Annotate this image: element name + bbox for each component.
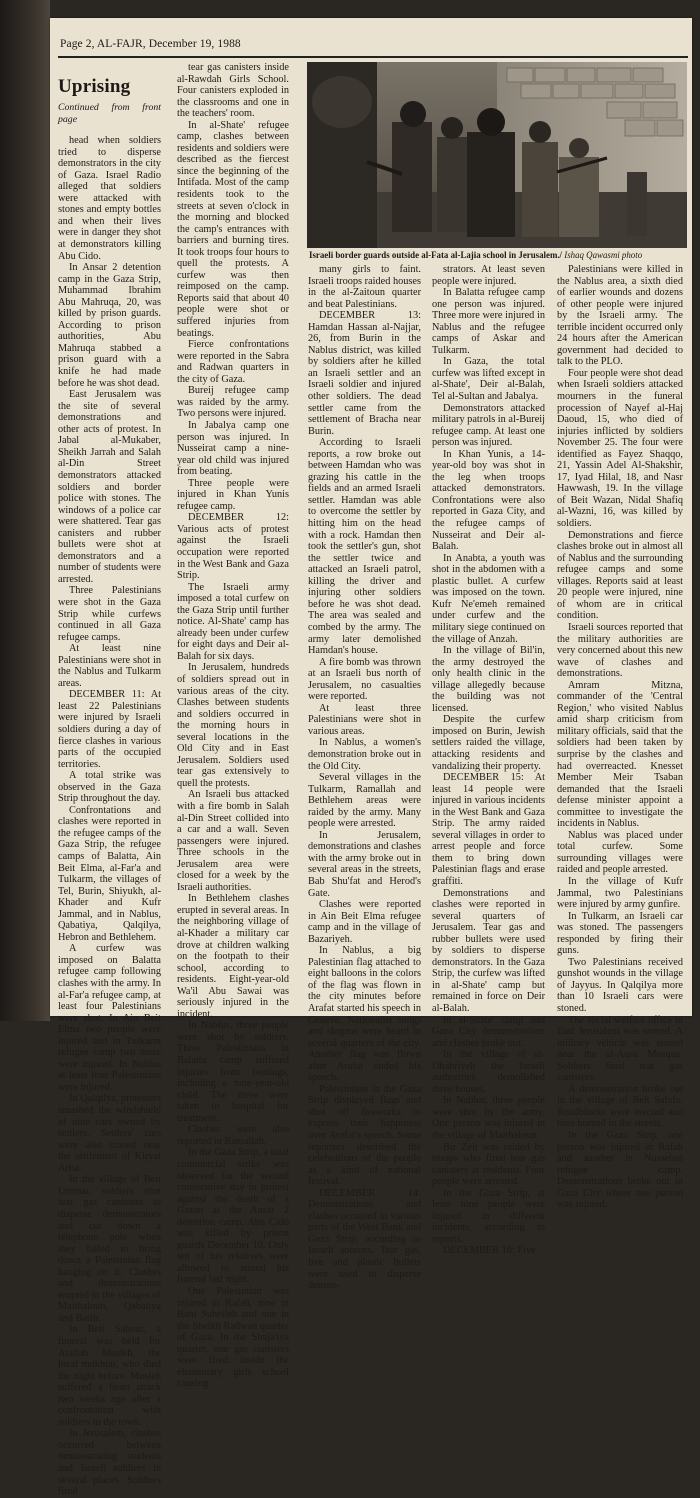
paragraph: Clashes were reported in Ain Beit Elma refugee camp and in the village of Bazariyeh. (308, 899, 421, 945)
paragraph: Three Palestinians were shot in the Gaza Strip while curfews continued in all Gaza refugee camps. (58, 585, 161, 643)
binding-spine (0, 0, 50, 1021)
paragraph: DECEMBER 13: Hamdan Hassan al-Najjar, 26, from Burin in the Nablus district, was killed by soldiers after he killed an Israeli settler and an Israeli soldier and injured other soldiers. The dead settler came from the settlement of Bracha near Burin. (308, 310, 421, 437)
paragraph: In the village of Beit Ummar, soldiers shot tear gas canisters to disperse demonstrators and cut down a telephone pole when they failed to bring down a Palestinian flag hanging on it. Clashes and demonstrations erupted in the villages of Maithaloun, Qabatiya and Battir. (58, 1174, 161, 1324)
paragraph: Nablus was placed under total curfew. Some surrounding villages were raided and people arrested. (557, 829, 683, 876)
paragraph: A fire bomb was thrown at an Israeli bus north of Jerusalem, no casualties were reported. (308, 656, 421, 703)
paragraph: Three people were injured in Khan Yunis refugee camp. (177, 477, 289, 512)
column-3 (308, 264, 421, 1292)
paragraph: Demonstrators attacked military patrols in al-Bureij refugee camp. At least one person was injured. (432, 402, 545, 449)
paragraph: In Nablus, a big Palestinian flag attached to eight balloons in the colors of the flag was flown in the city minutes before Arafat started his speech in Geneva. Nationalist songs and slogans were heard in several quarters of the city. Another flag was flown after Arafat ended his speech. (308, 945, 421, 1084)
paragraph: One Palestinian was injured in Rafah, nine in Bani Suheileh and one in the Sheikh Radwan quarter of Gaza. In the Shaja'iya quarter, tear gas canisters were fired inside the elementary girls school causing (177, 1285, 289, 1390)
paragraph: In Qalqilya, protesters smashed the windshield of nine cars owned by settlers. Settlers' cars were also stoned near the settlement of Kiryat Arba. (58, 1093, 161, 1174)
paragraph: In Nablus, a women's demonstration broke out in the Old City. (308, 737, 421, 772)
paragraph: In Jabalya camp one person was injured. In Nusseirat camp a nine-year old child was injured from beating. (177, 419, 289, 478)
column-4-text (432, 264, 545, 1257)
paragraph: The social welfare office in East Jerusalem was stoned. A military vehicle was stoned near the al-Aqsa Mosque. Soldiers fired tear gas canisters. (557, 1014, 683, 1084)
photo-image (307, 62, 687, 248)
paragraph: In Khan Yunis, a 14-year-old boy was shot in the leg when troops attacked demonstrators. Confrontations were also reported in Gaza City, and the refugee camps of Nusseirat and Deir al-Balah. (432, 448, 545, 553)
column-2 (177, 62, 289, 1390)
header-rule (58, 56, 688, 58)
paragraph: DECEMBER 16: Five (443, 1245, 536, 1257)
running-head: Page 2, AL-FAJR, December 19, 1988 (60, 38, 241, 50)
photo-credit: Ishaq Qawasmi photo (564, 250, 643, 260)
paragraph: An Israeli bus attacked with a fire bomb in Salah al-Din Street collided into a car and a wall. Seven passengers were injured. Three schools in the Jerusalem area were closed for a week by the Israeli authorities. (177, 789, 289, 893)
paragraph: In Tulkarm, an Israeli car was stoned. The passengers responded by firing their guns. (557, 910, 683, 957)
paragraph: Demonstrations and fierce clashes broke out in almost all of Nablus and the surrounding refugee camps and some villages. Reports said at least 20 people were injured, nine of whom are in critical condition. (557, 529, 683, 622)
column-5-text (557, 264, 683, 1211)
paragraph: Demonstrations and clashes were reported in several quarters of Jerusalem. Tear gas and rubber bullets were used by soldiers to disperse demonstrators. In the Gaza Strip, the curfew was lifted in al-Shate' camp but remained in force on Deir al-Balah. (432, 887, 545, 1014)
paragraph: In the Gaza Strip, one person was injured in Rafah and another in Nusseirat refugee camp. Demonstrations broke out in Gaza City where one person was injured. (557, 1130, 683, 1211)
paragraph: DECEMBER 11: At least 22 Palestinians were injured by Israeli soldiers during a day of fierce clashes in various parts of the occupied territories. (58, 689, 161, 770)
paragraph: At least nine Palestinians were shot in the Nablus and Tulkarm areas. (58, 643, 161, 689)
paragraph: Palestinians were killed in the Nablus area, a sixth died of earlier wounds and dozens of other people were injured by the Israeli army. The terrible incident occurred only 24 hours after the American government had decided to talk to the PLO. (557, 264, 683, 368)
paragraph: In the village of Kufr Jammal, two Palestinians were injured by army gunfire. (557, 875, 683, 911)
paragraph: In the Gaza Strip, at least nine people were injured in different incidents, according to reports. (432, 1187, 545, 1245)
paragraph: In Balatta refugee camp one person was injured. Three more were injured in Nablus and the refugee camps of Askar and Tulkarm. (432, 287, 545, 356)
column-3-text (308, 264, 421, 1292)
paragraph: A demonstration broke out in the village of Beit Safafa. Roadblocks were erected and tires burned in the streets. (557, 1083, 683, 1130)
continued-line: Continued from front page (58, 102, 161, 125)
paragraph: Palestinians in the Gaza Strip displayed flags and shot off fireworks to express their happiness over Arafat's speech. Some reporters described the celebrations of the people as a kind of national festival. (308, 1083, 421, 1188)
column-2-text (177, 62, 289, 1390)
paragraph: In Beit Sahour, a funeral was held for Atallah Musleh, the local mukhtar, who died the night before. Musleh suffered a heart attack two weeks ago after a confrontation with soldiers in the town. (58, 1324, 161, 1428)
newspaper-page (50, 18, 692, 1498)
paragraph: strators. At least seven people were injured. (432, 264, 545, 287)
paragraph: Bureij refugee camp was raided by the army. Two persons were injured. (177, 385, 289, 420)
news-photo (307, 62, 687, 248)
paragraph: In Nablus, three people were shot by the army. One person was injured in the village of Maithaloun. (432, 1095, 545, 1142)
paragraph: Despite the curfew imposed on Burin, Jewish settlers raided the village, attacking residents and vandalizing their property. (432, 714, 545, 772)
paragraph: Bir Zeit was raided by troops who fired tear gas canisters at residents. Four people were arrested. (432, 1141, 545, 1188)
paragraph: The Israeli army imposed a total curfew on the Gaza Strip until further notice. Al-Shate' camp has already been under curfew for eight days and Deir al-Balah for six days. (177, 581, 289, 662)
paragraph: According to Israeli reports, a row broke out between Hamdan who was grazing his cattle in the fields and an armed Israeli settler. Hamdan was able to overcome the settler by hitting him on the head with a rock. Hamdan then took the settler's gun, shot the settler twice and attacked an Israeli patrol, killing the driver and injuring other soldiers before he was shot dead. The area was sealed and combed by the army. The army later demolished Hamdan's house. (308, 437, 421, 657)
paragraph: head when soldiers tried to disperse demonstrators in the city of Gaza. Israel Radio alleged that soldiers were attacked with stones and empty bottles and when their lives were in danger they shot at demonstrators killing Abu Cido. (58, 135, 161, 262)
column-1-text (58, 135, 161, 1498)
column-5 (557, 264, 683, 1211)
paragraph: DECEMBER 15: At least 14 people were injured in various incidents in the West Bank and Gaza Strip. The army raided several villages in order to arrest people and force them to bring down Palestinian flags and erase graffiti. (432, 772, 545, 887)
paragraph: In Gaza, the total curfew was lifted except in al-Shate', Deir al-Balah, Tel al-Sultan and Jabalya. (432, 356, 545, 403)
paragraph: tear gas canisters inside al-Rawdah Girls School. Four canisters exploded in the classrooms and one in the teachers' room. (177, 62, 289, 120)
paragraph: Clashes were also reported in Ramallah. (177, 1124, 289, 1147)
article-kicker: Uprising (58, 76, 131, 97)
column-4 (432, 264, 545, 1257)
paragraph: A total strike was observed in the Gaza Strip throughout the day. (58, 770, 161, 805)
paragraph: In Jerusalem, demonstrations and clashes with the army broke out in several areas in the streets, Bab Shu'fat and Herod's Gate. (308, 829, 421, 899)
photo-caption (309, 250, 689, 260)
paragraph: In Jerusalem, clashes occurred between demonstrating students and Israeli soldiers in several places. Soldiers fired (58, 1428, 161, 1498)
paragraph: In al-Shate' refugee camp, clashes between residents and soldiers were described as the fiercest since the beginning of the Intifada. Most of the camp residents took to the streets at seven o'clock in the morning and blocked the camp's entrances with barriers and burning tires. It took troops four hours to quell the protests. A curfew was then reimposed on the camp. Reports said that about 40 people were shot or suffered injuries from beatings. (177, 119, 289, 339)
paragraph: DECEMBER 14: Demonstrations and clashes occurred in various parts of the West Bank and Gaza Strip, according to Israeli sources. Tear gas, live and plastic bullets were used to disperse demon- (308, 1187, 421, 1292)
paragraph: Israeli sources reported that the military authorities are very concerned about this new wave of clashes and demonstrations. (557, 621, 683, 680)
paragraph: many girls to faint. Israeli troops raided houses in the al-Zaitoun quarter and beat Palestinians. (308, 264, 421, 310)
paragraph: At least three Palestinians were shot in various areas. (308, 702, 421, 737)
paragraph: In Anabta, a youth was shot in the abdomen with a plastic bullet. A curfew was imposed on the town. Kufr Ne'emeh remained under curfew and the military siege continued on the village of Anzah. (432, 552, 545, 645)
paragraph: Confrontations and clashes were reported in the refugee camps of the Gaza Strip, the refugee camps of Balatta, Ain Beit Elma, al-Far'a and Tulkarm, the villages of Tel, Burin, Shiyukh, al-Khader and Kufr Jammal, and in Nablus, Qabatiya, Qalqilya, Hebron and Bethlehem. (58, 804, 161, 943)
paragraph: In Ansar 2 detention camp in the Gaza Strip, Muhammad Ibrahim Abu Mahruqa, 20, was killed by prison guards. According to prison authorities, Abu Mahruqa stabbed a prison guard with a knife he had made before he was shot dead. (58, 262, 161, 389)
photo-caption-text: Israeli border guards outside al-Fata al-Lajia school in Jerusalem./ (309, 250, 563, 260)
column-1 (58, 62, 161, 1498)
paragraph: In Jerusalem, hundreds of soldiers spread out in various areas of the city. Clashes between students and soldiers occurred in the morning hours in several locations in the Old City and in East Jerusalem. Soldiers used tear gas extensively to quell the protests. (177, 662, 289, 789)
paragraph: DECEMBER 12: Various acts of protest against the Israeli occupation were reported in the West Bank and Gaza Strip. (177, 512, 289, 582)
paragraph: In Bethlehem clashes erupted in several areas. In the neighboring village of al-Khader a military car drove at children walking on the footpath to their school, according to residents. Eight-year-old Wa'il Abu Sawai was seriously injured in the incident. (177, 893, 289, 1020)
paragraph: Fierce confrontations were reported in the Sabra and Radwan quarters in the city of Gaza. (177, 339, 289, 385)
paragraph: In the Gaza Strip, a total commercial strike was observed for the second consecutive day in protest against the death of a Gazan at the Ansar 2 detention camp. Abu Cido was killed by prison guards December 10. Only ten of his relatives were allowed to attend his funeral last night. (177, 1147, 289, 1286)
paragraph: Two Palestinians received gunshot wounds in the village of Jayyus. In Qalqilya more than 10 Israeli cars were stoned. (557, 956, 683, 1014)
paragraph: In the village of Bil'in, the army destroyed the only health clinic in the village allegedly because the building was not licensed. (432, 645, 545, 714)
paragraph: A curfew was imposed on Balatta refugee camp following clashes with the army. In al-Far'a refugee camp, at least four Palestinians were shot. In Ain Beit Elma two people were injured and in Tulkarm refugee camp two more were injured. In Nablus at least four Palestinians were injured. (58, 943, 161, 1093)
paragraph: Amram Mitzna, commander of the 'Central Region,' who visited Nablus amid sharp criticism from military officials, said that the soldiers had been taken by surprise by the clashes and had overreacted. Knesset Member Meir Tsaban demanded that the Israeli defense minister appoint a committee to investigate the incidents in Nablus. (557, 679, 683, 830)
paragraph: Four people were shot dead when Israeli soldiers attacked mourners in the funeral procession of Nayef al-Haj Daoud, 15, who died of injuries inflicted by soldiers November 25. The four were identified as Fayez Shaqqo, 21, Yassin Adel Al-Shakshir, 17, Iyad Hilal, 18, and Nasr Hawwash, 19. In the village of Beit Wazan, Nidal Shafiq al-Wazni, 16, was killed by soldiers. (557, 367, 683, 530)
paragraph: In the village of al-Dhahriyeh the Israeli authorities demolished three houses. (432, 1049, 545, 1095)
paragraph: Several villages in the Tulkarm, Ramallah and Bethlehem areas were raided by the army. Many people were arrested. (308, 772, 421, 830)
paragraph: East Jerusalem was the site of several demonstrations and other acts of protest. In Jabal al-Mukaber, Sheikh Jarrah and Salah al-Din Street demonstrators attacked soldiers and border police with stones. The windows of a police car were shattered. Tear gas canisters and rubber bullets were shot at demonstrators and a number of students were arrested. (58, 389, 161, 585)
paragraph: In al-Shate' camp and Gaza City demonstrations and clashes broke out. (432, 1014, 545, 1049)
paragraph: In Nablus, three people were shot by soldiers. Three Palestinians in Balatta camp suffered injuries from beatings, including a nine-year-old child. The three were taken to hospital for treatment. (177, 1020, 289, 1124)
